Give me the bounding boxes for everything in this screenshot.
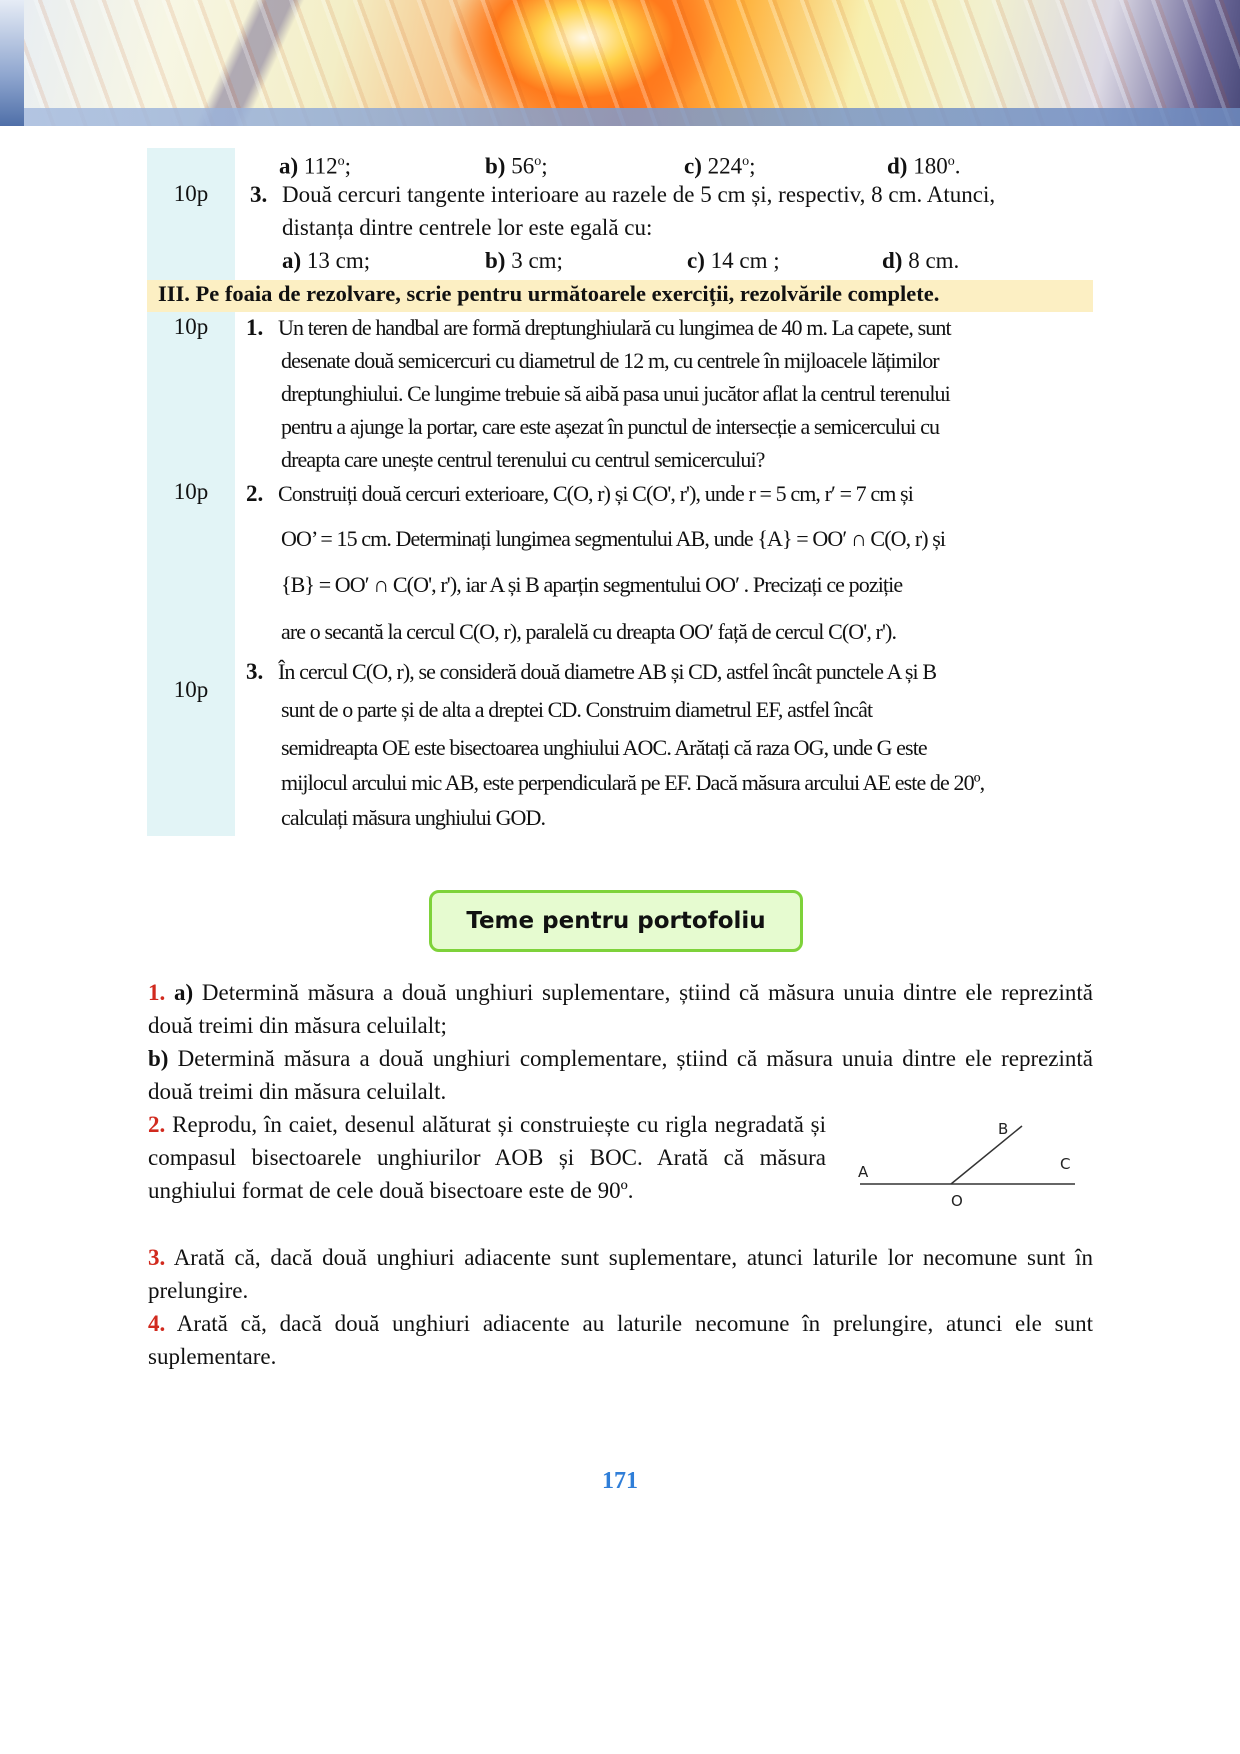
portfolio-title: Teme pentru portofoliu xyxy=(466,908,766,934)
ex1-line: pentru a ajunge la portar, care este așezat în punctul de intersecție a semicercului cu xyxy=(281,414,940,439)
ex1-line: dreptunghiului. Ce lungime trebuie să aibă pasa unui jucător aflat la centrul terenului xyxy=(281,381,950,406)
q3-points: 10p xyxy=(173,181,209,206)
ex2-points: 10p xyxy=(173,479,209,504)
angle-figure xyxy=(850,1115,1080,1215)
q2-option-d: d) 180$^o$. xyxy=(887,153,961,179)
q3-option-b: b) 3 cm; xyxy=(485,248,563,273)
q2-option-c: c) 224$^o$; xyxy=(684,153,756,179)
portfolio-item-1b: b) Determină măsura a două unghiuri complementare, știind că măsura unuia dintre ele reprezintă două treimi din măsura celuilalt. xyxy=(148,1046,1094,1104)
section-iii-heading: III. Pe foaia de rezolvare, scrie pentru următoarele exerciții, rezolvările complete. xyxy=(158,281,940,306)
ex2-line: OO’ = 15 cm. Determinați lungimea segmentului AB, unde {A} = OO′ ∩ C(O, r) și xyxy=(281,526,946,551)
ex3-number: 3. xyxy=(246,659,264,684)
label-o: O xyxy=(951,1192,963,1210)
q2-option-b: b) 56$^o$; xyxy=(485,153,548,179)
banner-stripe xyxy=(24,108,1240,126)
q3-text-line1: Două cercuri tangente interioare au razele de 5 cm și, respectiv, 8 cm. Atunci, xyxy=(282,182,996,207)
ex1-line: desenate două semicercuri cu diametrul de 12 m, cu centrele în mijloacele lățimilor xyxy=(281,348,939,373)
q3-text-line2: distanța dintre centrele lor este egală cu: xyxy=(282,215,653,240)
ex2-line: are o secantă la cercul C(O, r), paralelă cu dreapta OO′ față de cercul C(O', r'). xyxy=(281,619,897,644)
ex2-number: 2. xyxy=(246,481,264,506)
ex3-line: În cercul C(O, r), se consideră două diametre AB și CD, astfel încât punctele A și B xyxy=(278,659,937,684)
page-number: 171 xyxy=(602,1468,638,1494)
label-b: B xyxy=(998,1120,1009,1138)
ex1-line: Un teren de handbal are formă dreptunghiulară cu lungimea de 40 m. La capete, sunt xyxy=(278,315,951,340)
portfolio-item-2: 2. Reprodu, în caiet, desenul alăturat și construiește cu rigla negradată și compasul bisectoarele unghiurilor AOB și BOC. Arată că măsura unghiului format de cele două bisectoare este de 90º. xyxy=(148,1112,826,1203)
q3-number: 3. xyxy=(250,182,268,207)
ex2-line: {B} = OO′ ∩ C(O', r'), iar A și B aparțin segmentului OO′ . Precizați ce poziție xyxy=(281,572,903,597)
ex1-number: 1. xyxy=(246,315,264,340)
q3-option-a: a) 13 cm; xyxy=(282,248,371,273)
portfolio-item-3: 3. Arată că, dacă două unghiuri adiacente sunt suplementare, atunci laturile lor necomune sunt în prelungire. xyxy=(148,1245,1093,1303)
ex3-line: sunt de o parte și de alta a dreptei CD. Construim diametrul EF, astfel încât xyxy=(281,697,873,722)
ex3-line: mijlocul arcului mic AB, este perpendiculară pe EF. Dacă măsura arcului AE este de 20º, xyxy=(281,770,985,795)
ex1-points: 10p xyxy=(173,314,209,339)
ex3-line: semidreapta OE este bisectoarea unghiului AOC. Arătați că raza OG, unde G este xyxy=(281,735,927,760)
q3-option-c: c) 14 cm ; xyxy=(687,248,780,273)
label-a: A xyxy=(858,1163,869,1181)
ex2-line: Construiți două cercuri exterioare, C(O, r) și C(O', r'), unde r = 5 cm, r′ = 7 cm și xyxy=(278,481,913,506)
portfolio-item-4: 4. Arată că, dacă două unghiuri adiacente au laturile necomune în prelungire, atunci ele sunt suplementare. xyxy=(148,1311,1094,1369)
q2-option-a: a) 112$^o$; xyxy=(279,153,351,179)
portfolio-item-1a: 1. a) Determină măsura a două unghiuri suplementare, știind că măsura unuia dintre ele reprezintă două treimi din măsura celuilalt; xyxy=(148,980,1093,1038)
ex3-line: calculați măsura unghiului GOD. xyxy=(281,805,546,830)
portfolio-title-box xyxy=(429,890,803,952)
label-c: C xyxy=(1060,1155,1071,1173)
banner-left-edge xyxy=(0,0,24,126)
ex3-points: 10p xyxy=(173,677,209,702)
header-banner xyxy=(0,0,1240,126)
q3-option-d: d) 8 cm. xyxy=(882,248,960,273)
ex1-line: dreapta care unește centrul terenului cu centrul semicercului? xyxy=(281,447,765,472)
